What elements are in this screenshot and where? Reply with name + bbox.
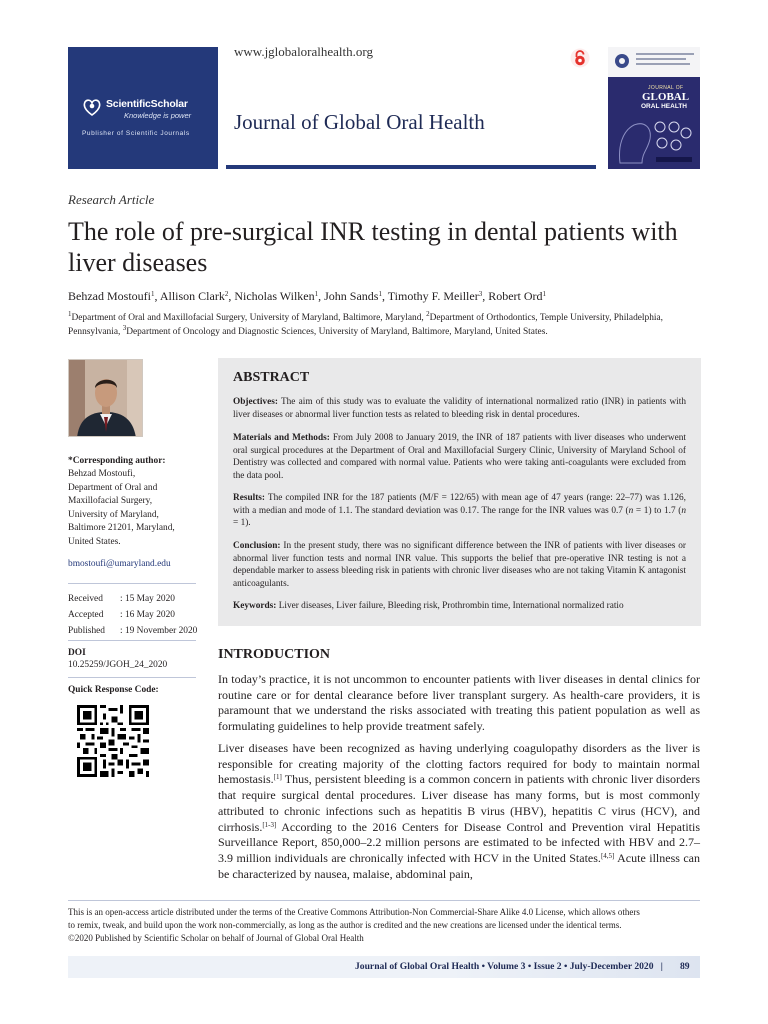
scientific-scholar-logo-icon bbox=[82, 97, 102, 117]
corresponding-line: Behzad Mostoufi, bbox=[68, 469, 136, 479]
publisher-logo bbox=[68, 47, 218, 169]
page-number: 89 bbox=[680, 961, 690, 972]
corresponding-author-label: *Corresponding author: bbox=[68, 456, 166, 466]
abstract-box bbox=[218, 358, 701, 626]
journal-website-link[interactable]: www.jglobaloralhealth.org bbox=[234, 44, 373, 59]
qr-code-icon[interactable] bbox=[77, 705, 149, 777]
abstract-keywords: Keywords: Liver diseases, Liver failure, Bleeding risk, Prothrombin time, International normalized ratio bbox=[233, 601, 624, 611]
author-list: Behzad Mostoufi$^1$, Allison Clark$^2$, Nicholas Wilken$^1$, John Sands$^1$, Timothy F. Meiller$^3$, Robert Ord$^1$ bbox=[68, 289, 547, 303]
cover-illustration-icon bbox=[612, 113, 696, 165]
footer-divider bbox=[68, 900, 700, 901]
date-received: Received : 15 May 2020 bbox=[68, 594, 175, 604]
corresponding-line: Baltimore 21201, Maryland, bbox=[68, 523, 175, 534]
footer-citation: Journal of Global Oral Health • Volume 3 • Issue 2 • July-December 2020 | bbox=[355, 961, 663, 972]
sidebar-divider bbox=[68, 677, 196, 678]
publisher-name: ScientificScholar bbox=[106, 98, 188, 110]
cover-text-line bbox=[636, 63, 690, 65]
doi-label: DOI bbox=[68, 648, 86, 658]
article-type: Research Article bbox=[68, 192, 155, 207]
cover-journal-of: JOURNAL OF bbox=[648, 85, 684, 91]
publisher-subtitle: Publisher of Scientific Journals bbox=[82, 130, 190, 137]
publisher-tagline: Knowledge is power bbox=[124, 111, 192, 120]
header-divider bbox=[226, 165, 596, 169]
journal-title: Journal of Global Oral Health bbox=[234, 110, 485, 134]
abstract-heading: ABSTRACT bbox=[233, 370, 310, 385]
abstract-objectives: Objectives: The aim of this study was to evaluate the validity of international normalized ratio (INR) in patients with liver diseases or abnormal liver function tests as related to bleeding risk in dental procedures. bbox=[233, 397, 686, 420]
journal-cover-thumbnail[interactable] bbox=[608, 47, 700, 169]
sidebar-divider bbox=[68, 583, 196, 584]
corresponding-author-details bbox=[68, 468, 208, 550]
abstract-methods: Materials and Methods: From July 2008 to January 2019, the INR of 187 patients with liver diseases who underwent oral surgical procedures at the Department of Oral and Maxillofacial Surgery Clinic, University of Maryland School of Dentistry was collected and compared with normal value. Patients who were taking anti-coagulants were excluded from the data pool. bbox=[233, 433, 686, 481]
author-photo bbox=[68, 359, 143, 437]
affiliations: $^1$Department of Oral and Maxillofacial Surgery, University of Maryland, Baltimore, Maryland, $^2$Department of Orthodontics, Temple University, Philadelphia, Pennsylvania, $^3$Department of Oncology and Diagnostic Sciences, University of Maryland, Baltimore, Maryland, United States. bbox=[68, 310, 664, 337]
doi-link[interactable]: 10.25259/JGOH_24_2020 bbox=[68, 660, 168, 670]
introduction-paragraph: In today’s practice, it is not uncommon to encounter patients with liver diseases in dental clinics for routine care or for dental clearance before liver transplant surgery. As health-care providers, it is paramount that we understand the risks associated with treating this patient population as well as formulating guidelines to help provide treatment safely. bbox=[218, 672, 700, 734]
date-accepted: Accepted : 16 May 2020 bbox=[68, 610, 175, 620]
cover-oral-health: ORAL HEALTH bbox=[641, 103, 687, 110]
corresponding-line: Department of Oral and bbox=[68, 482, 158, 493]
cover-emblem-icon bbox=[612, 51, 632, 71]
qr-code-label: Quick Response Code: bbox=[68, 685, 159, 695]
author-portrait-icon bbox=[69, 360, 143, 437]
article-title: The role of pre-surgical INR testing in dental patients with liver diseases bbox=[68, 217, 678, 277]
publication-dates bbox=[68, 591, 197, 639]
open-access-icon[interactable] bbox=[570, 48, 590, 68]
license-notice: This is an open-access article distributed under the terms of the Creative Commons Attribution-Non Commercial-Share Alike 4.0 License, which allows others to remix, tweak, and build upon the work non-commercially, as long as the author is credited and the new creations are licensed under the identical terms. ©2020 Published by Scientific Scholar on behalf of Journal of Global Oral Health bbox=[68, 907, 640, 943]
abstract-conclusion: Conclusion: In the present study, there was no significant difference between the INR of patients with liver diseases or abnormal liver function tests and normal INR value. This supports the belief that pre-operative INR testing is not a dependable marker to assess bleeding risk in patients with chronic liver diseases who are not taking Vitamin K antagonist anticoagulants. bbox=[233, 541, 686, 589]
cover-text-line bbox=[636, 58, 686, 60]
cover-global: GLOBAL bbox=[642, 91, 690, 103]
corresponding-author-email-link[interactable]: bmostoufi@umaryland.edu bbox=[68, 559, 171, 569]
date-published: Published : 19 November 2020 bbox=[68, 626, 198, 636]
abstract-results: Results: The compiled INR for the 187 patients (M/F = 122/65) with mean age of 47 years (range: 22–77) was 1.126, with a median and mode of 1.1. The standard deviation was 0.17. The range for the INR values was 0.7 (n = 1) to 1.7 (n = 1). bbox=[233, 493, 686, 529]
corresponding-line: Maxillofacial Surgery, bbox=[68, 496, 153, 507]
introduction-heading: INTRODUCTION bbox=[218, 647, 331, 662]
sidebar-divider bbox=[68, 640, 196, 641]
corresponding-line: University of Maryland, bbox=[68, 509, 159, 520]
corresponding-line: United States. bbox=[68, 536, 121, 547]
introduction-paragraph: Liver diseases have been recognized as having underlying coagulopathy disorders as the liver is responsible for creating majority of the clotting factors required for body to maintain normal hemostasis.[1] Thus, persistent bleeding is a common concern in patients with chronic liver disorders that require surgical dental procedures. Liver disease has many forms, but is most commonly attributed to chronic infections such as hepatitis B virus (HBV), hepatitis C virus (HCV), and cirrhosis.[1-3] According to the 2016 Centers for Disease Control and Prevention viral Hepatitis Surveillance Report, 850,000–2.2 million persons are estimated to be infected with HBV and 2.7–3.9 million individuals are chronically infected with HCV in the United States.[4,5] Acute illness can be characterized by nausea, malaise, abdominal pain, bbox=[218, 741, 701, 881]
cover-text-line bbox=[636, 53, 694, 55]
